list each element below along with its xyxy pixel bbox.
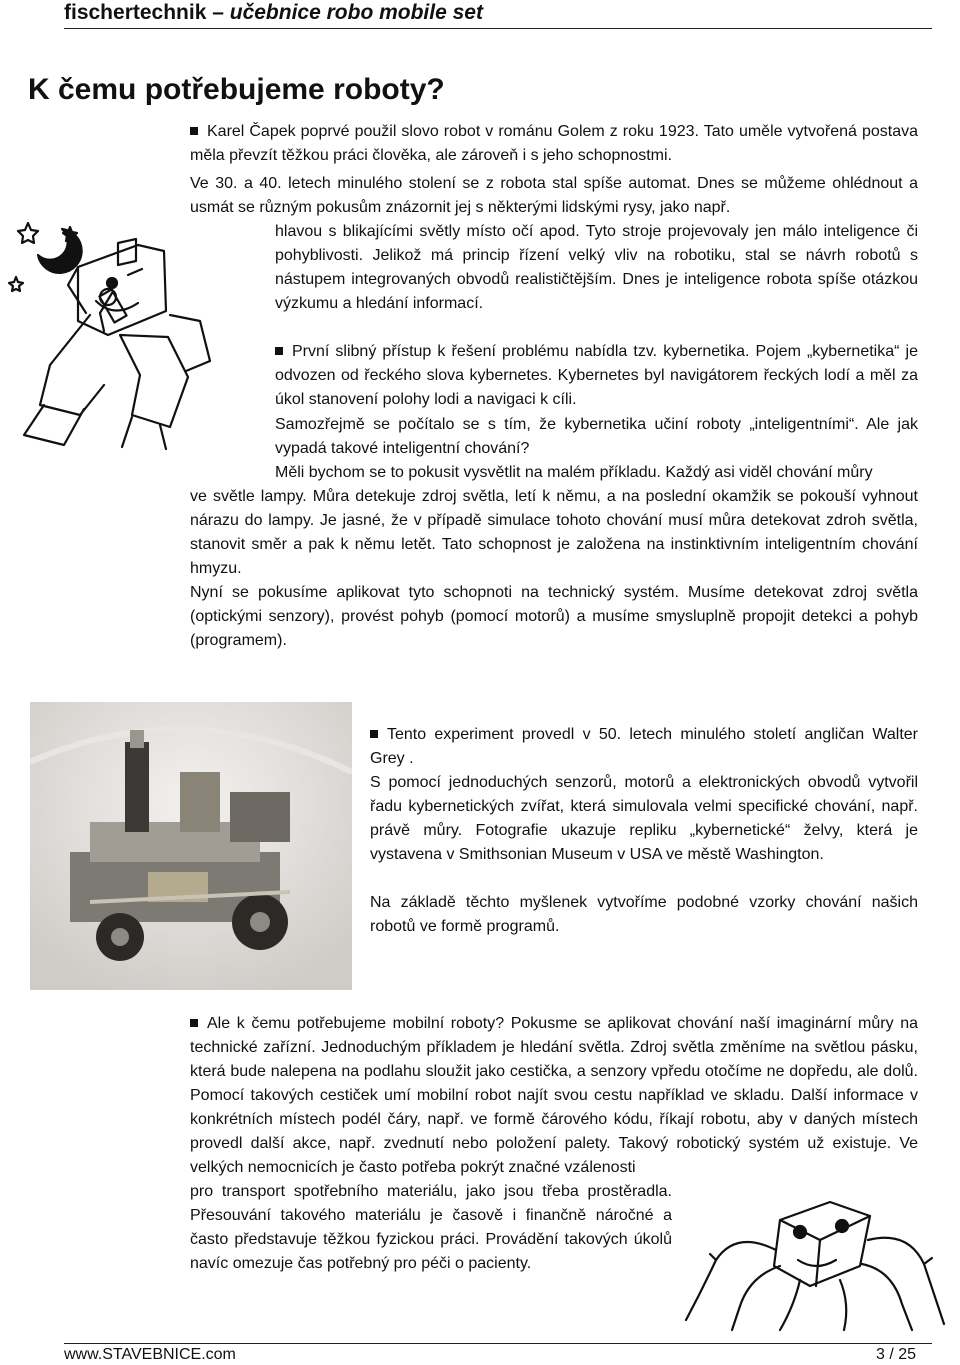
moth-paragraph-continued: ve světle lampy. Můra detekuje zdroj světla, letí k němu, a na poslední okamžik se pokouší vyhnout nárazu do lampy. Je jasné, že v případě simulace tohoto chování musí můra detekovat zdroh světla, stanovit směr a pak k němu letět. Tato schopnost je založena na instinktivním inteligentním chování hmyzu.: [190, 488, 918, 577]
footer-divider: [64, 1343, 932, 1344]
brand-name: fischertechnik: [64, 1, 207, 24]
bullet-icon: [370, 730, 378, 738]
behavior-patterns-paragraph: Na základě těchto myšlenek vytvoříme podobné vzorky chování našich robotů ve formě programů.: [370, 894, 918, 935]
technical-system-paragraph: Nyní se pokusíme aplikovat tyto schopnoti na technický systém. Musíme detekovat zdroj světla (optickými senzory), provést pohyb (pomocí motorů) a musíme smysluplně propojit detekci a pohyb (programem).: [190, 584, 918, 649]
cybernetic-animals-paragraph: S pomocí jednoduchých senzorů, motorů a elektronických obvodů vytvořil řadu kybernetických zvířat, která simulovala velmi specifické chování, např. právě můry. Fotografie ukazuje repliku „kybernetické“ želvy, která je vystavena v Smithsonian Museum v USA ve městě Washington.: [370, 774, 918, 863]
page-title: K čemu potřebujeme roboty?: [28, 73, 445, 106]
bullet-icon: [190, 1019, 198, 1027]
page-number: 3 / 25: [875, 1346, 916, 1363]
intelligence-question-paragraph: Samozřejmě se počítalo se s tím, že kybernetika učiní roboty „inteligentními“. Ale jak vypadá takové inteligentní chování?: [275, 416, 918, 457]
cybernetic-turtle-photo: [30, 702, 352, 990]
page-header: [64, 0, 483, 26]
astronomer-robot-illustration: [0, 205, 270, 450]
header-subtitle: učebnice robo mobile set: [229, 1, 483, 24]
header-dash: –: [206, 1, 230, 24]
intro-paragraph: Karel Čapek poprvé použil slovo robot v románu Golem z roku 1923. Tato uměle vytvořená postava měla převzít těžkou práci člověka, ale zároveň i s jeho schopnostmi.: [190, 123, 918, 164]
automat-paragraph-continued: hlavou s blikajícími světly místo očí apod. Tyto stroje projevovaly jen málo inteligence či pohyblivosti. Jelikož má princip řízení velký vliv na robotiku, stal se návrh robotů s nástupem integrovaných obvodů realističtějším. Dnes je inteligence robota spíše otázkou výzkumu a hledání informací.: [275, 223, 918, 312]
cybernetics-paragraph: První slibný přístup k řešení problému nabídla tzv. kybernetika. Pojem „kybernetika“ je odvozen od řeckého slova kybernetes. Kybernetes byl navigátorem řeckých lodí a měl za úkol stanovení polohy lodi a navigaci k cíli.: [275, 343, 918, 408]
moth-paragraph: Měli bychom se to pokusit vysvětlit na malém příkladu. Každý asi viděl chování můry: [275, 464, 873, 481]
bullet-icon: [275, 347, 283, 355]
automat-paragraph: Ve 30. a 40. letech minulého stolení se z robota stal spíše automat. Dnes se můžeme ohlédnout a usmát se různým pokusům znázornit jej s některými lidskými rysy, jako např.: [190, 175, 918, 216]
spider-robot-illustration: [680, 1180, 950, 1335]
walter-grey-paragraph: Tento experiment provedl v 50. letech minulého století angličan Walter Grey .: [370, 726, 918, 767]
bullet-icon: [190, 127, 198, 135]
mobile-robots-paragraph: Ale k čemu potřebujeme mobilní roboty? Pokusme se aplikovat chování naší imaginární můry na technické zařízní. Jednoduchým příkladem je hledání světla. Zdroj světla změníme na světlou pásku, která bude nalepena na podlahu sloužit jako cestička, a senzory vpředu otočíme ne dopředu, ale dolů. Pomocí takových cestiček umí mobilní robot najít svou cestu například ve skladu. Další informace v konkrétních místech podél čáry, např. ve formě čárového kódu, říkají robotu, aby v daných místech provedl další akce, např. zvednutí nebo položení palety. Takový robotický systém už existuje. Ve velkých nemocnicích je často potřeba pokrýt značné vzálenosti: [190, 1015, 918, 1176]
footer-website-link[interactable]: www.STAVEBNICE.com: [64, 1346, 236, 1363]
mobile-robots-paragraph-continued: pro transport spotřebního materiálu, jako jsou třeba prostěradla. Přesouvání takového materiálu je časově i finančně náročné a často představuje těžkou fyzickou práci. Provádění takových úkolů navíc omezuje čas potřebný pro péči o pacienty.: [190, 1183, 672, 1272]
header-divider: [64, 28, 932, 29]
